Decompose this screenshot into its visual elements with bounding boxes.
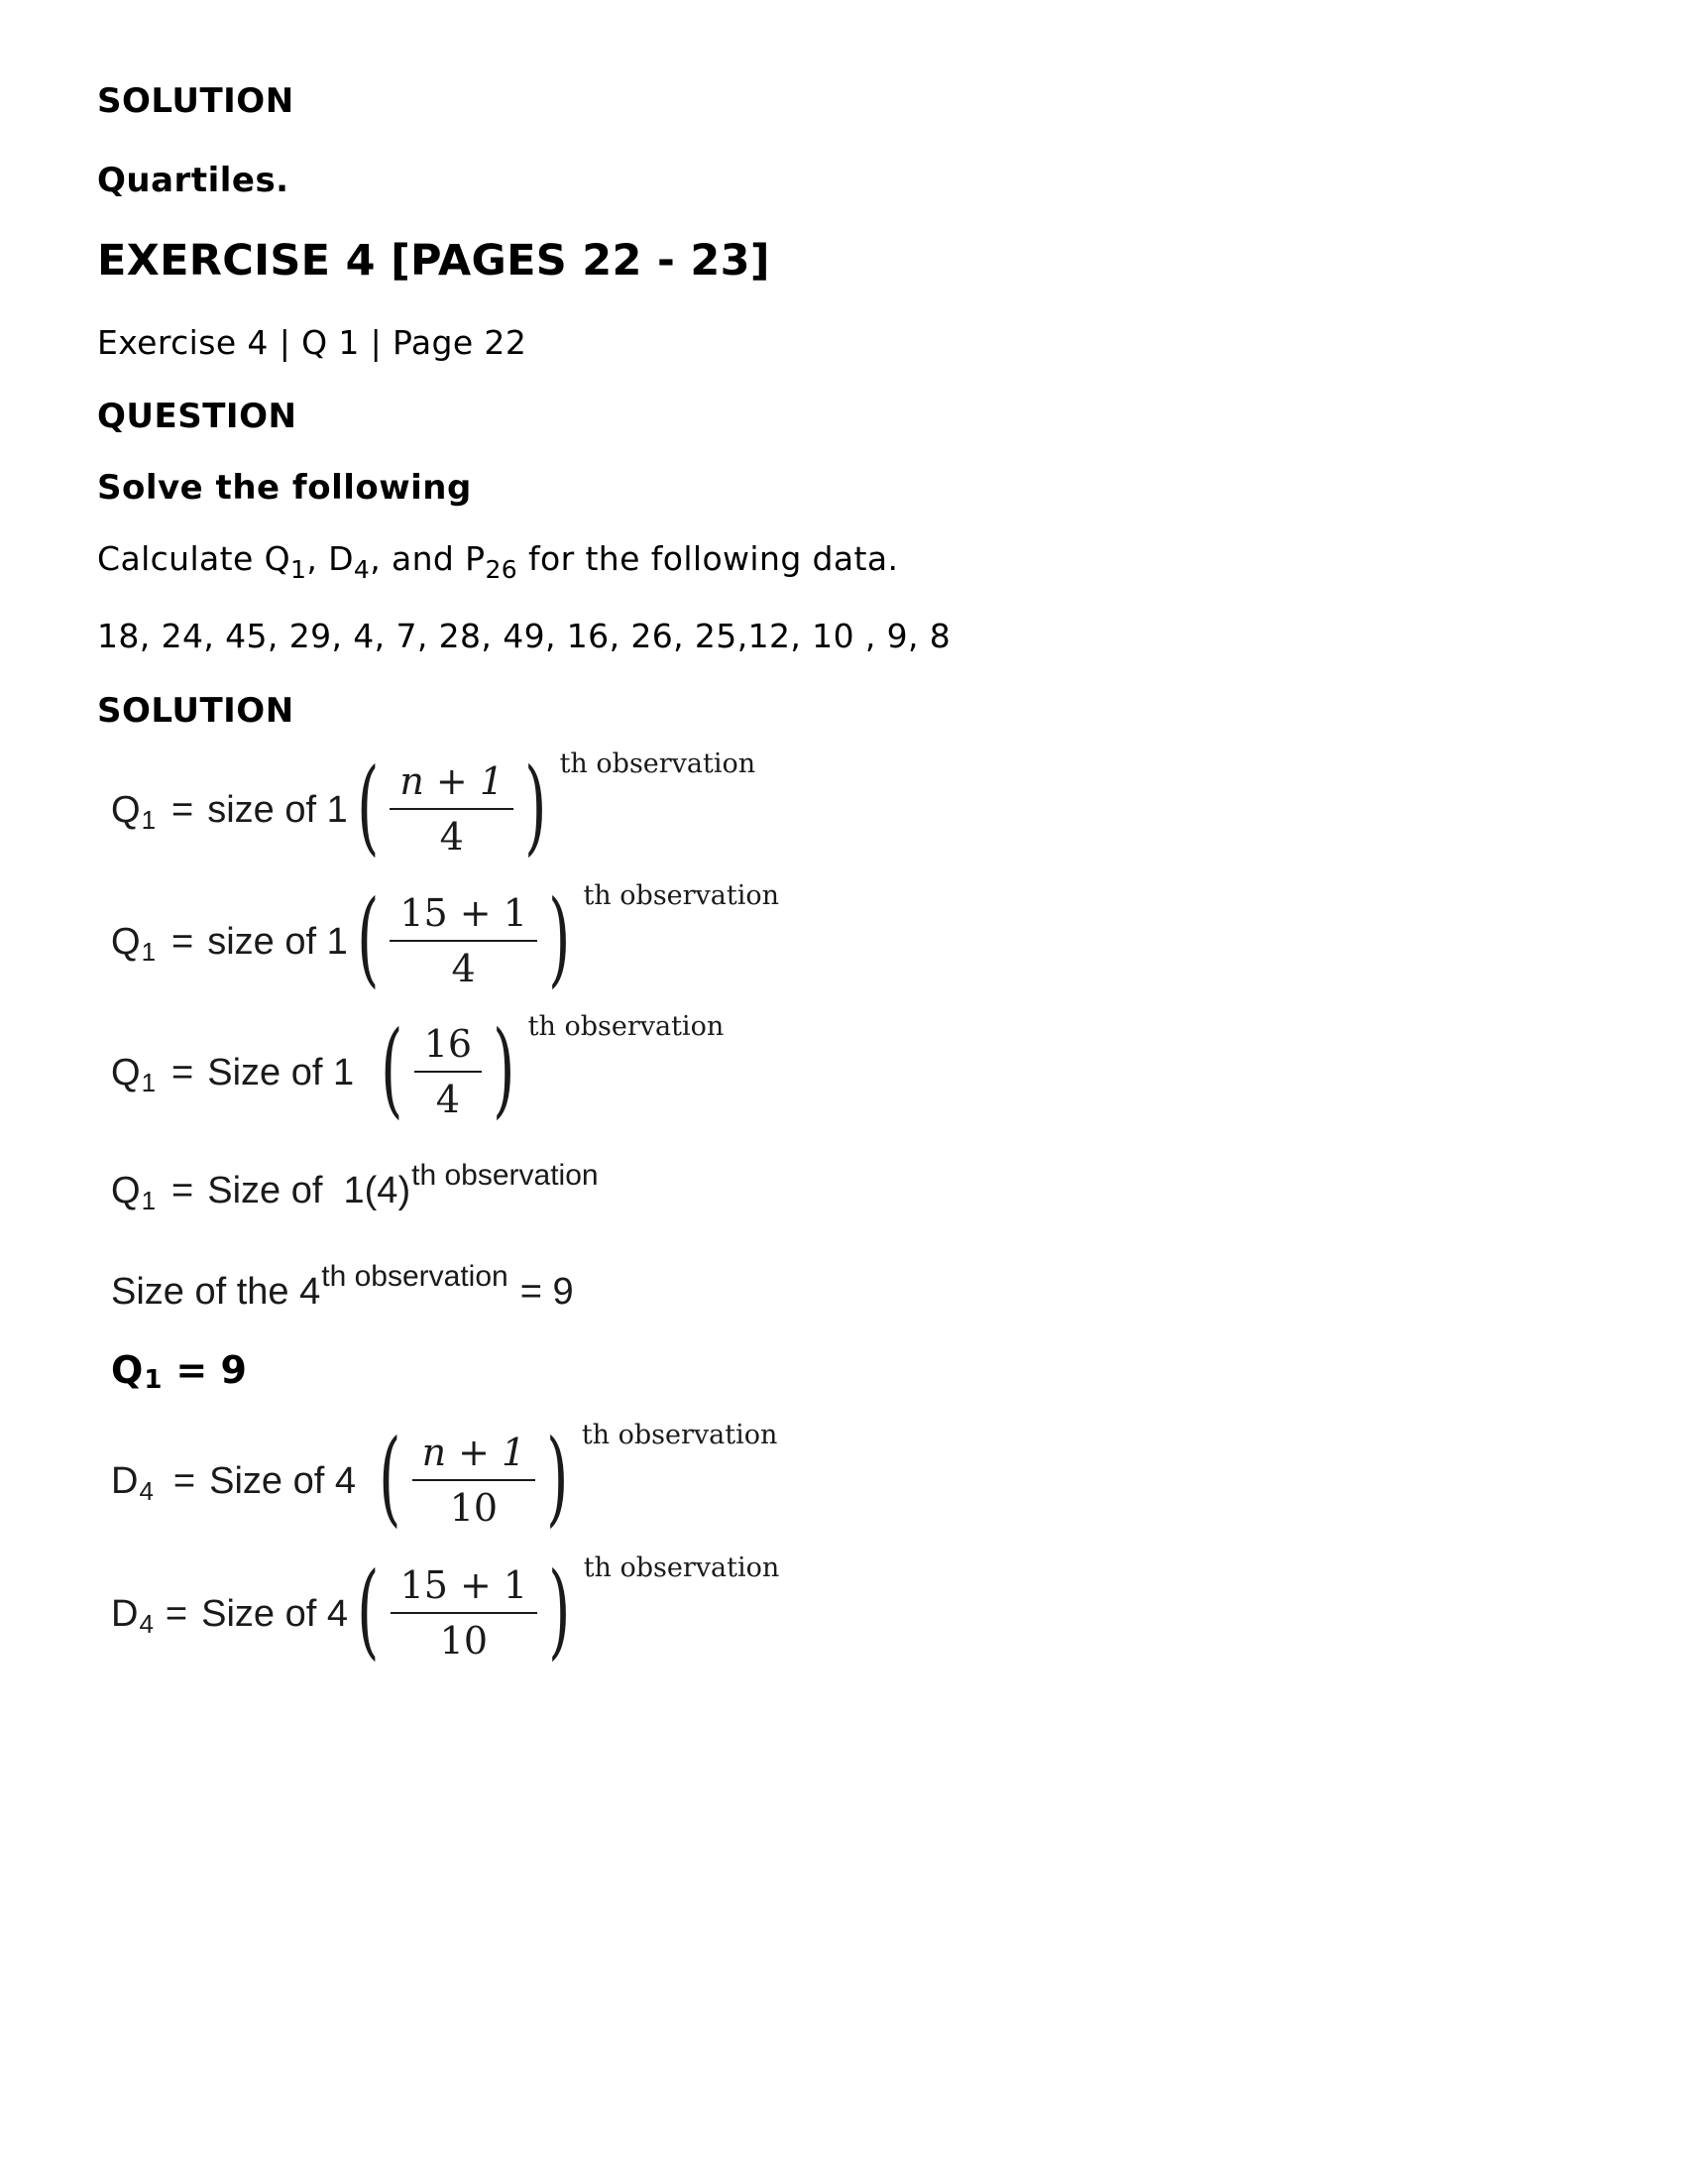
math-result-q1: Q 1 = 9 <box>111 1348 247 1395</box>
solution-heading: SOLUTION <box>97 81 294 121</box>
math-step-d4-formula: D 4 = Size of 4 ( $\frac{n + 1}{10}$ ) th observation <box>111 1417 778 1538</box>
math-step-q1-position: Q 1 = Size of 1(4) th observation <box>111 1158 599 1215</box>
math-step-d4-substitution: D 4 = Size of 4 ( $\frac{15 + 1}{10}$ ) th observation <box>111 1550 780 1670</box>
question-heading: QUESTION <box>97 397 297 436</box>
solution-heading: SOLUTION <box>97 691 294 731</box>
math-step-q1-formula: Q 1 = size of 1 ( $\frac{n + 1}{4}$ ) th observation <box>111 746 756 866</box>
exercise-title: EXERCISE 4 [PAGES 22 - 23] <box>97 236 770 286</box>
instruction-text: Solve the following <box>97 468 472 508</box>
task-text: Calculate $Q_1$, $D_4$, and $P_{26}$ for the following data. <box>97 539 899 584</box>
data-values: 18, 24, 45, 29, 4, 7, 28, 49, 16, 26, 25,12, 10 , 9, 8 <box>97 617 952 655</box>
math-step-q1-simplified: Q 1 = Size of 1 ( $\frac{16}{4}$ ) th observation <box>111 1008 725 1129</box>
math-step-size-of-4th: Size of the 4 th observation = 9 <box>111 1259 574 1313</box>
math-step-q1-substitution: Q 1 = size of 1 ( $\frac{15 + 1}{4}$ ) th observation <box>111 877 780 998</box>
question-reference: Exercise 4 | Q 1 | Page 22 <box>97 323 527 362</box>
topic-answer: Quartiles. <box>97 161 289 200</box>
